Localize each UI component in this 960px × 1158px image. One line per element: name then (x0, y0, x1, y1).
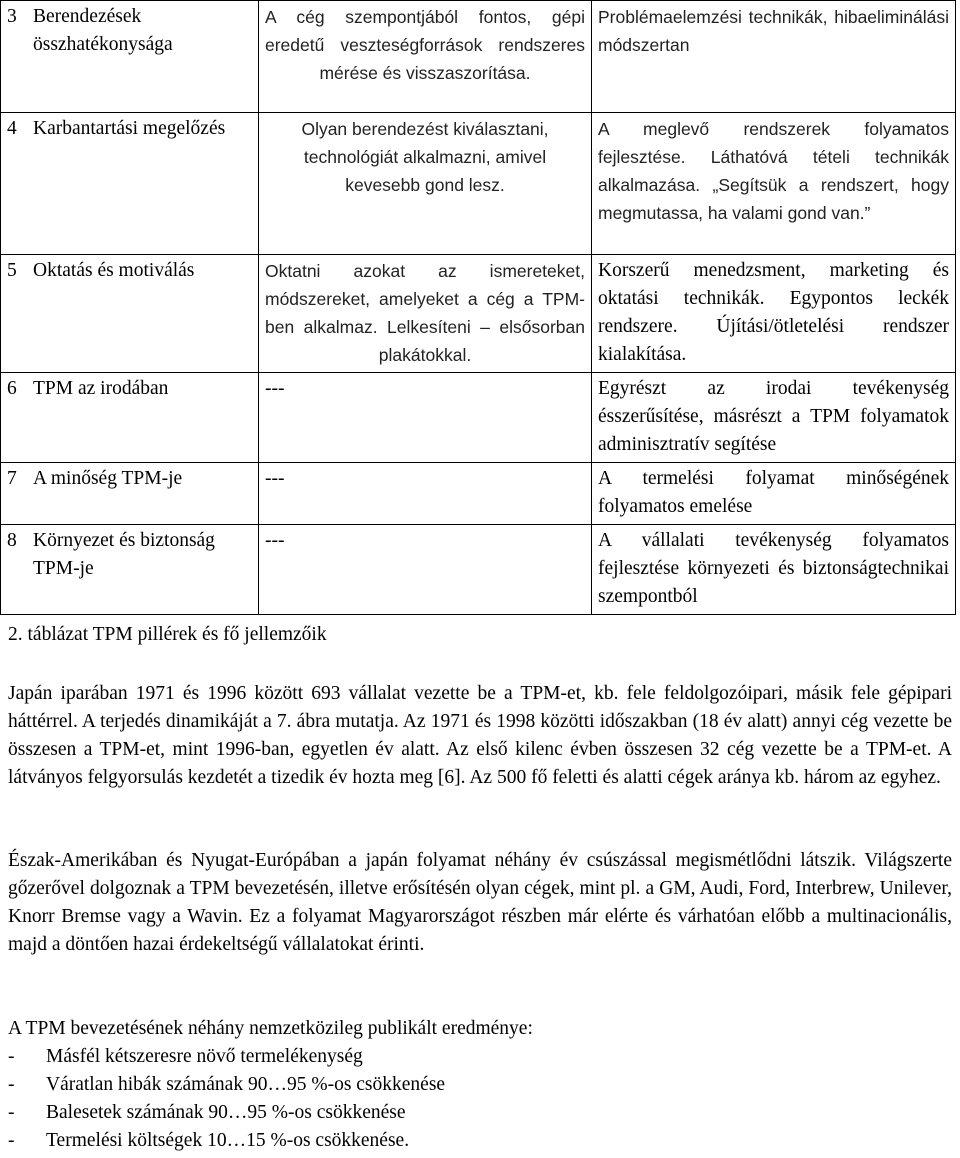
list-bullet: - (8, 1074, 15, 1095)
table-row (1, 113, 956, 255)
pillar-number: 5 (7, 260, 17, 281)
pillar-method: Egyrészt az irodai tevékenység ésszerűsítése, másrészt a TPM folyamatok adminisztratív segítése (592, 373, 956, 463)
pillar-number: 4 (7, 118, 17, 139)
pillar-name: Környezet és biztonság TPM-je (33, 530, 215, 579)
pillar-method: A meglevő rendszerek folyamatos fejlesztése. Láthatóvá tételi technikák alkalmazása. „Segítsük a rendszert, hogy megmutassa, ha valami gond van.” (592, 113, 956, 255)
table-caption: 2. táblázat TPM pillérek és fő jellemzőik (8, 624, 327, 645)
pillar-cell (1, 463, 259, 525)
list-item-text: Váratlan hibák számának 90…95 %-os csökkenése (46, 1074, 446, 1095)
pillar-number: 3 (7, 6, 17, 27)
pillar-cell (1, 1, 259, 113)
pillar-goal: Olyan berendezést kiválasztani, technológiát alkalmazni, amivel kevesebb gond lesz. (259, 113, 592, 255)
pillar-goal: Oktatni azokat az ismereteket, módszereket, amelyeket a cég a TPM-ben alkalmaz. Lelkesíteni – elsősorban plakátokkal. (259, 255, 592, 373)
table-row (1, 255, 956, 373)
pillar-method: A vállalati tevékenység folyamatos fejlesztése környezeti és biztonságtechnikai szempontból (592, 525, 956, 615)
pillar-name: Karbantartási megelőzés (33, 118, 226, 139)
table-row (1, 525, 956, 615)
list-item (8, 1071, 445, 1099)
pillar-number: 6 (7, 378, 17, 399)
pillar-goal: --- (259, 525, 592, 615)
pillar-method: Korszerű menedzsment, marketing és oktatási technikák. Egypontos leckék rendszere. Újítási/ötletelési rendszer kialakítása. (592, 255, 956, 373)
table-row (1, 373, 956, 463)
table-row (1, 1, 956, 113)
pillar-number: 8 (7, 530, 17, 551)
pillar-name: A minőség TPM-je (33, 468, 183, 489)
pillar-number: 7 (7, 468, 17, 489)
list-bullet: - (8, 1102, 15, 1123)
pillar-name: Oktatás és motiválás (33, 260, 195, 281)
body-paragraph: Észak-Amerikában és Nyugat-Európában a japán folyamat néhány év csúszással megismétlődni látszik. Világszerte gőzerővel dolgoznak a TPM bevezetésén, illetve erősítésén olyan cégek, mint pl. a GM, Audi, Ford, Interbrew, Unilever, Knorr Bremse vagy a Wavin. Ez a folyamat Magyarországot részben már elérte és várhatóan előbb a multinacionális, majd a döntően hazai érdekeltségű vállalatokat érinti. (8, 850, 952, 955)
body-paragraph: Japán iparában 1971 és 1996 között 693 vállalat vezette be a TPM-et, kb. fele feldolgozóipari, másik fele gépipari háttérrel. A terjedés dinamikáját a 7. ábra mutatja. Az 1971 és 1998 közötti időszakban (18 év alatt) annyi cég vezette be összesen a TPM-et, mint 1996-ban, egyetlen év alatt. Az első kilenc évben összesen 32 cég vezette be a TPM-et. A látványos felgyorsulás kezdetét a tizedik év hozta meg [6]. Az 500 fő feletti és alatti cégek aránya kb. három az egyhez. (8, 683, 952, 788)
pillar-cell (1, 113, 259, 255)
pillar-name: TPM az irodában (33, 378, 169, 399)
list-item-text: Termelési költségek 10…15 %-os csökkenése. (46, 1130, 410, 1151)
list-item (8, 1127, 445, 1155)
pillar-name: Berendezések összhatékonysága (33, 6, 173, 55)
pillar-method: A termelési folyamat minőségének folyamatos emelése (592, 463, 956, 525)
pillar-cell (1, 255, 259, 373)
list-bullet: - (8, 1130, 15, 1151)
pillar-method: Problémaelemzési technikák, hibaeliminálási módszertan (592, 1, 956, 113)
pillar-goal: A cég szempontjából fontos, gépi eredetű veszteségforrások rendszeres mérése és visszaszorítása. (259, 1, 592, 113)
list-bullet: - (8, 1046, 15, 1067)
list-item (8, 1043, 445, 1071)
table-row (1, 463, 956, 525)
list-item-text: Balesetek számának 90…95 %-os csökkenése (46, 1102, 406, 1123)
pillar-cell (1, 525, 259, 615)
results-list (8, 1043, 445, 1155)
results-intro: A TPM bevezetésének néhány nemzetközileg publikált eredménye: (8, 1018, 533, 1039)
pillar-goal: --- (259, 463, 592, 525)
list-item-text: Másfél kétszeresre növő termelékenység (46, 1046, 363, 1067)
pillar-goal: --- (259, 373, 592, 463)
pillar-cell (1, 373, 259, 463)
list-item (8, 1099, 445, 1127)
